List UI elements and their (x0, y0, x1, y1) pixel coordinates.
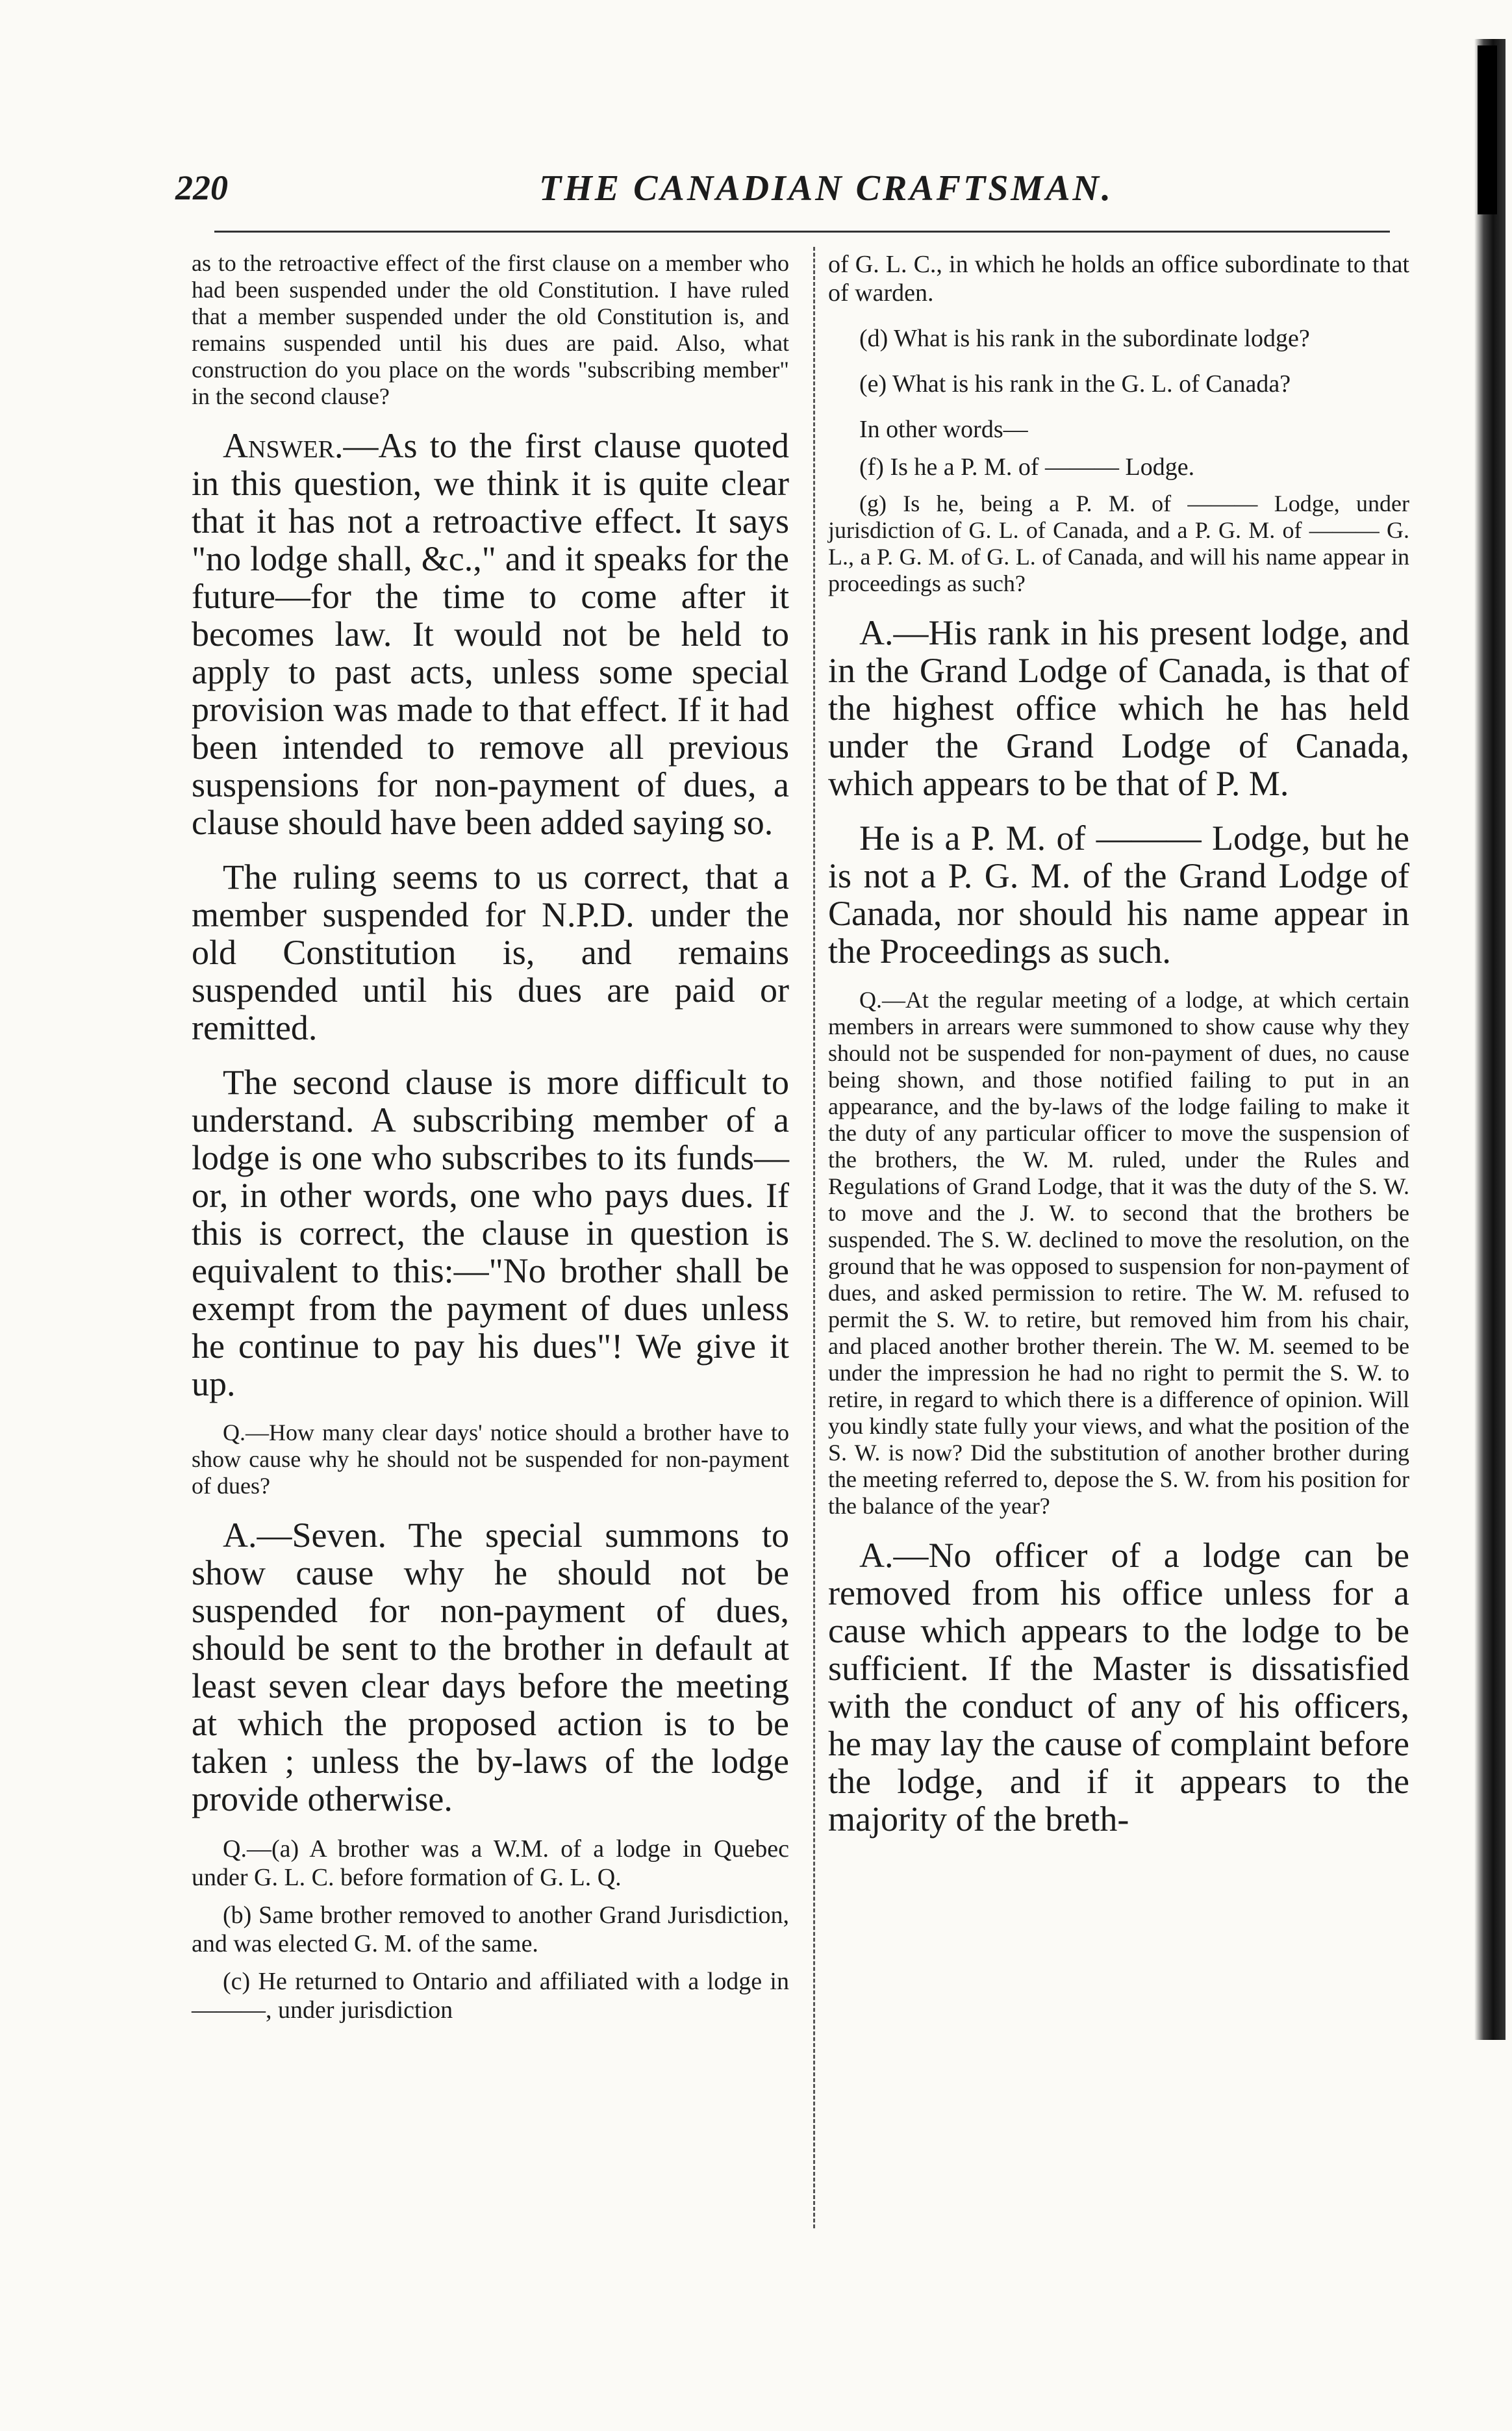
left-paragraph-7: Q.—(a) A brother was a W.M. of a lodge in Quebec under G. L. C. before formation of G. L. Q. (192, 1835, 789, 1891)
left-paragraph-6: A.—Seven. The special summons to show cause why he should not be suspended for non-payment of dues, should be sent to the brother in default at least seven clear days before the meeting at which the proposed action is to be taken ; unless the by-laws of the lodge provide otherwise. (192, 1516, 789, 1818)
page-number: 220 (175, 168, 228, 207)
left-paragraph-8: (b) Same brother removed to another Grand Jurisdiction, and was elected G. M. of the same. (192, 1902, 789, 1957)
header-rule (214, 231, 1390, 233)
left-column (192, 250, 789, 2033)
page-header (175, 168, 1409, 220)
left-paragraph-9: (c) He returned to Ontario and affiliated with a lodge in———, under jurisdiction (192, 1968, 789, 2024)
right-paragraph-3: (e) What is his rank in the G. L. of Canada? (859, 370, 1291, 398)
right-paragraph-4: In other words— (859, 416, 1028, 443)
column-divider (813, 247, 815, 2228)
right-paragraph-8: He is a P. M. of ——— Lodge, but he is not a P. G. M. of the Grand Lodge of Canada, nor should his name appear in the Proceedings as such. (828, 819, 1409, 971)
right-column (828, 250, 1409, 1855)
left-paragraph-4: The second clause is more difficult to understand. A subscribing member of a lodge is one who subscribes to its funds—or, in other words, one who pays dues. If this is correct, the clause in question is equivalent to this:—"No brother shall be exempt from the payment of dues unless he continue to pay his dues"! We give it up. (192, 1063, 789, 1403)
right-paragraph-1: of G. L. C., in which he holds an office subordinate to that of warden. (828, 251, 1409, 307)
left-paragraph-answer (192, 427, 789, 841)
right-paragraph-6: (g) Is he, being a P. M. of ——— Lodge, under jurisdiction of G. L. of Canada, and a P. G. M. of ——— G. L., a P. G. M. of G. L. of Canada, and will his name appear in proceedings as such? (828, 490, 1409, 596)
right-paragraph-9: Q.—At the regular meeting of a lodge, at which certain members in arrears were summoned to show cause why they should not be suspended for non-payment of dues, no cause being shown, and those notified failing to put in an appearance, and the by-laws of the lodge failing to make it the duty of any particular officer to move the suspension of the brothers, the W. M. ruled, under the Rules and Regulations of Grand Lodge, that it was the duty of the S. W. to move and the J. W. to second that the brothers be suspended. The S. W. declined to move the resolution, on the ground that he was opposed to suspension for non-payment of dues, and asked permission to retire. The W. M. refused to permit the S. W. to retire, but removed him from his chair, and placed another brother therein. The W. M. seemed to be under the impression he had no right to permit the S. W. to retire, in regard to which there is a difference of opinion. Will you kindly state fully your views, and what the position of the S. W. is now? Did the substitution of another brother during the meeting referred to, depose the S. W. from his position for the balance of the year? (828, 987, 1409, 1519)
right-paragraph-5: (f) Is he a P. M. of ——— Lodge. (859, 453, 1195, 481)
running-title: THE CANADIAN CRAFTSMAN. (539, 168, 1113, 209)
left-paragraph-5: Q.—How many clear days' notice should a brother have to show cause why he should not be suspended for non-payment of dues? (192, 1419, 789, 1499)
answer-lead: Answer. (223, 426, 344, 465)
right-paragraph-7: A.—His rank in his present lodge, and in the Grand Lodge of Canada, is that of the highest office which he has held under the Grand Lodge of Canada, which appears to be that of P. M. (828, 613, 1409, 803)
left-paragraph-1: as to the retroactive effect of the first clause on a member who had been suspended under the old Constitution. I have ruled that a member suspended under the old Constitution is, and remains suspended until his dues are paid. Also, what construction do you place on the words "subscribing member" in the second clause? (192, 250, 789, 409)
scan-edge-shadow (1474, 39, 1506, 2040)
right-paragraph-10: A.—No officer of a lodge can be removed from his office unless for a cause which appears to the lodge to be sufficient. If the Master is dissatisfied with the conduct of any of his officers, he may lay the cause of complaint before the lodge, and if it appears to the majority of the breth- (828, 1536, 1409, 1839)
answer-body: —As to the first clause quoted in this question, we think it is quite clear that it has not a retroactive effect. It says "no lodge shall, &c.," and it speaks for the future—for the time to come after it becomes law. It would not be held to apply to past acts, unless some special provision was made to that effect. If it had been intended to remove all previous suspensions for non-payment of dues, a clause should have been added saying so. (192, 426, 789, 842)
scan-edge-dark-band (1478, 45, 1497, 214)
right-paragraph-2: (d) What is his rank in the subordinate lodge? (859, 325, 1310, 352)
left-paragraph-3: The ruling seems to us correct, that a member suspended for N.P.D. under the old Constitution is, and remains suspended until his dues are paid or remitted. (192, 858, 789, 1047)
